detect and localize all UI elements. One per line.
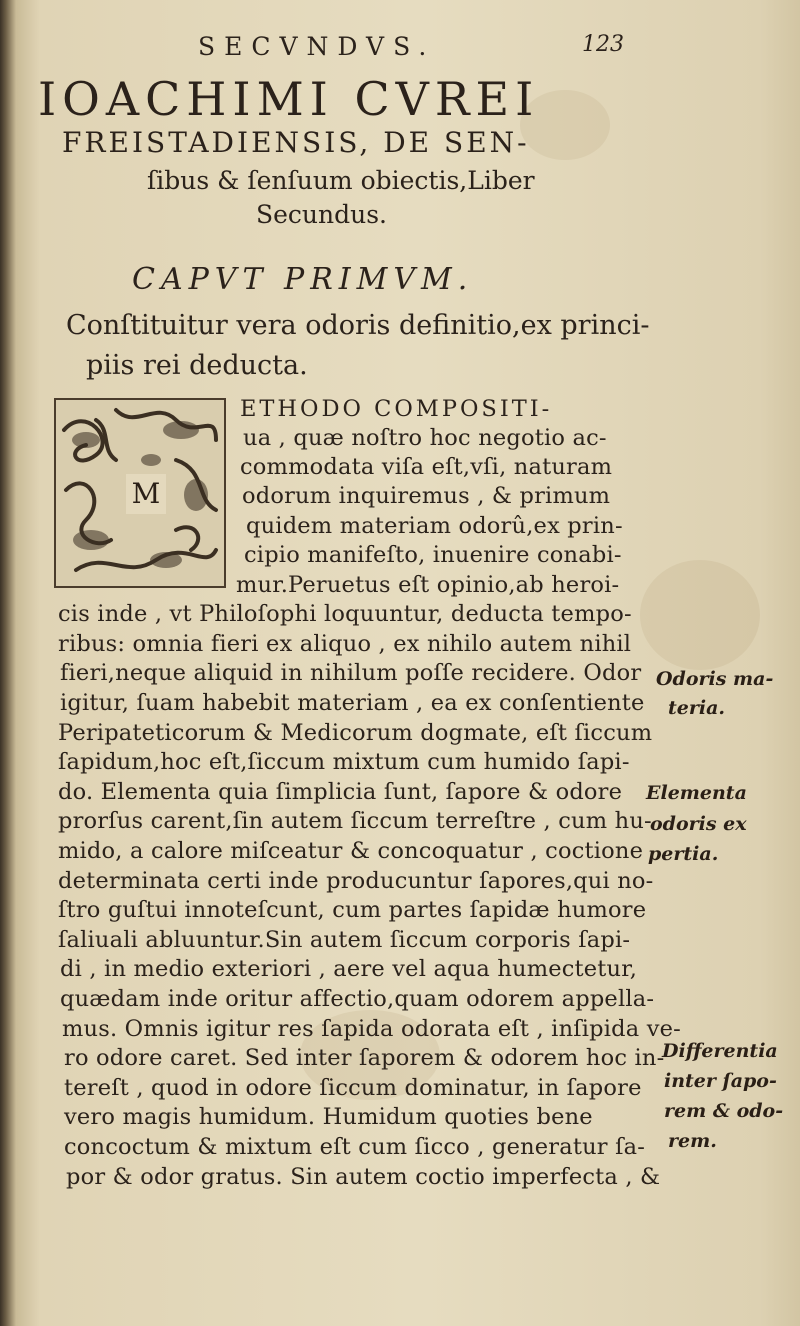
body-line: ribus: omnia fieri ex aliquo , ex nihilo autem nihil xyxy=(58,631,632,657)
decorated-initial xyxy=(54,398,226,588)
body-line: vero magis humidum. Humidum quoties bene xyxy=(64,1104,593,1130)
body-line: ſtro guſtui innoteſcunt, cum partes ſapidæ humore xyxy=(58,897,647,923)
body-line: concoctum & mixtum eſt cum ſicco , generatur ſa- xyxy=(64,1134,646,1160)
margin-note-line: inter ſapo- xyxy=(664,1070,777,1092)
body-line: mur.Peruetus eſt opinio,ab heroi- xyxy=(236,572,620,598)
margin-note-line: Differentia xyxy=(662,1040,778,1062)
body-line: quidem materiam odorû,ex prin- xyxy=(246,513,623,539)
body-line: tereſt , quod in odore ſiccum dominatur, in ſapore xyxy=(64,1075,642,1101)
margin-note-line: rem. xyxy=(668,1130,717,1152)
margin-note-line: pertia. xyxy=(648,843,719,865)
body-line: commodata viſa eſt,vſi, naturam xyxy=(240,454,613,480)
body-line: mido, a calore miſceatur & concoquatur , coctione xyxy=(58,838,644,864)
margin-note-line: Elementa xyxy=(646,782,747,804)
book-title-line-1: IOACHIMI CVREI xyxy=(38,72,540,126)
body-line: fieri,neque aliquid in nihilum poſſe recidere. Odor xyxy=(60,660,642,686)
margin-note-line: Odoris ma- xyxy=(656,668,774,690)
body-line: ro odore caret. Sed inter ſaporem & odorem hoc in- xyxy=(64,1045,665,1071)
margin-note-line: odoris ex xyxy=(650,813,747,835)
page-number: 123 xyxy=(582,32,624,57)
body-line: ſaliuali abluuntur.Sin autem ſiccum corporis ſapi- xyxy=(58,927,631,953)
body-line: di , in medio exteriori , aere vel aqua humectetur, xyxy=(60,956,638,982)
body-line: cis inde , vt Philoſophi loquuntur, deducta tempo- xyxy=(58,601,632,627)
body-line: igitur, ſuam habebit materiam , ea ex conſentiente xyxy=(60,690,645,716)
body-line: Peripateticorum & Medicorum dogmate, eſt ſiccum xyxy=(58,720,653,746)
initial-letter: M xyxy=(126,474,166,514)
body-line: ſapidum,hoc eſt,ſiccum mixtum cum humido ſapi- xyxy=(58,749,630,775)
book-title-line-4: Secundus. xyxy=(256,200,388,229)
book-title-line-2: FREISTADIENSIS, DE SEN- xyxy=(62,126,530,159)
body-line: determinata certi inde producuntur ſapores,qui no- xyxy=(58,868,654,894)
chapter-argument-line-2: piis rei deducta. xyxy=(86,350,308,381)
body-line: cipio manifeſto, inuenire conabi- xyxy=(244,542,622,568)
body-line: do. Elementa quia ſimplicia ſunt, ſapore & odore xyxy=(58,779,623,805)
body-line: quædam inde oritur affectio,quam odorem appella- xyxy=(60,986,655,1012)
chapter-argument-line-1: Conſtituitur vera odoris definitio,ex princi- xyxy=(66,310,650,341)
running-title: SECVNDVS. xyxy=(198,32,436,61)
body-line: ETHODO COMPOSITI- xyxy=(240,396,553,422)
margin-note-line: teria. xyxy=(668,697,726,719)
book-title-line-3: ſibus & ſenſuum obiectis,Liber xyxy=(147,166,535,195)
body-line: prorſus carent,ſin autem ſiccum terreſtre , cum hu- xyxy=(58,808,652,834)
body-line: odorum inquiremus , & primum xyxy=(242,483,611,509)
chapter-heading: CAPVT PRIMVM. xyxy=(132,262,474,297)
body-line: mus. Omnis igitur res ſapida odorata eſt , inſipida ve- xyxy=(62,1016,681,1042)
body-line: por & odor gratus. Sin autem coctio imperfecta , & xyxy=(66,1164,661,1190)
paper-stain xyxy=(640,560,760,670)
margin-note-line: rem & odo- xyxy=(664,1100,784,1122)
body-line: ua , quæ noſtro hoc negotio ac- xyxy=(243,425,607,451)
